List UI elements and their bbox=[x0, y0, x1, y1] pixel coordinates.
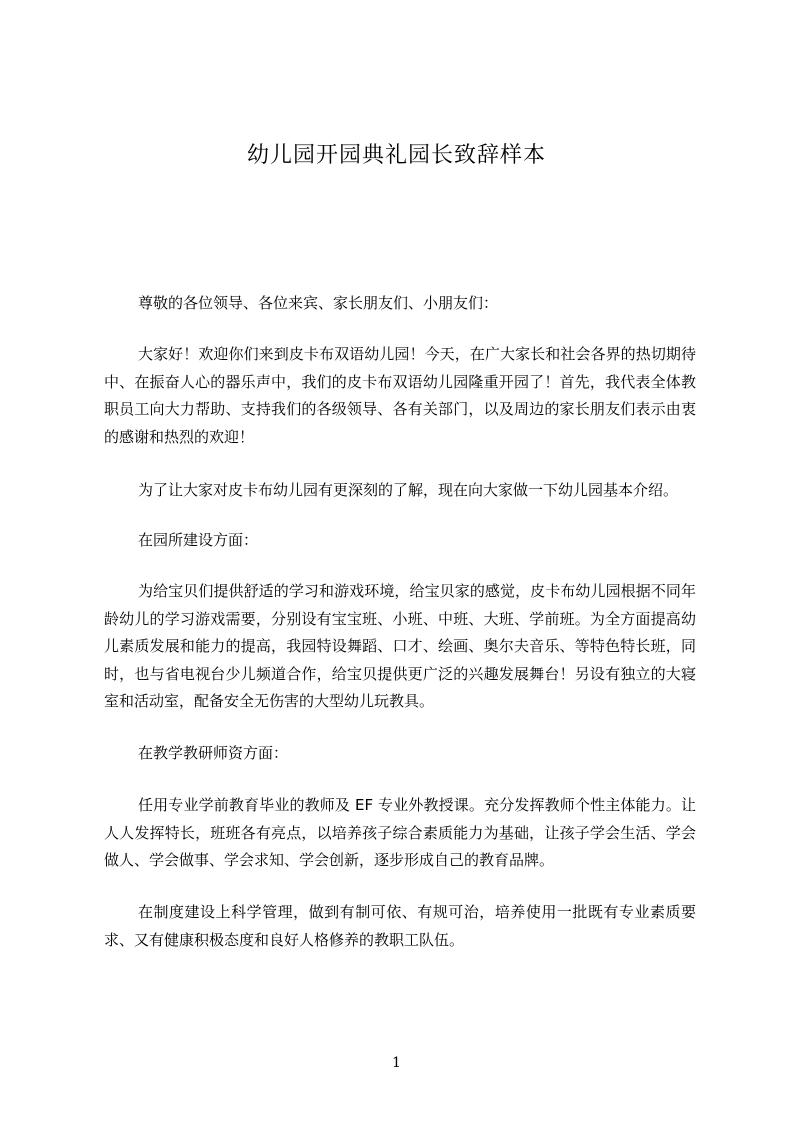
management-paragraph: 在制度建设上科学管理，做到有制可依、有规可治，培养使用一批既有专业素质要求、又有健康积极态度和良好人格修养的教职工队伍。 bbox=[104, 903, 696, 949]
introduction-paragraph: 为了让大家对皮卡布幼儿园有更深刻的了解，现在向大家做一下幼儿园基本介绍。 bbox=[138, 481, 679, 499]
welcome-paragraph: 大家好！欢迎你们来到皮卡布双语幼儿园！今天，在广大家长和社会各界的热切期待中、在振奋人心的器乐声中，我们的皮卡布双语幼儿园隆重开园了！首先，我代表全体教职员工向大力帮助、支持我们的各级领导、各有关部门，以及周边的家长朋友们表示由衷的感谢和热烈的欢迎！ bbox=[104, 345, 696, 446]
document-title: 幼儿园开园典礼园长致辞样本 bbox=[246, 143, 546, 168]
page-number: 1 bbox=[392, 1055, 401, 1071]
teaching-heading: 在教学教研师资方面： bbox=[138, 744, 289, 762]
facilities-heading: 在园所建设方面： bbox=[138, 531, 259, 549]
teaching-paragraph: 任用专业学前教育毕业的教师及 EF 专业外教授课。充分发挥教师个性主体能力。让人人发挥特长，班班各有亮点，以培养孩子综合素质能力为基础，让孩子学会生活、学会做人、学会做事、学会求知、学会创新，逐步形成自己的教育品牌。 bbox=[104, 796, 696, 869]
salutation-paragraph: 尊敬的各位领导、各位来宾、家长朋友们、小朋友们： bbox=[138, 294, 499, 312]
facilities-paragraph: 为给宝贝们提供舒适的学习和游戏环境，给宝贝家的感觉，皮卡布幼儿园根据不同年龄幼儿的学习游戏需要，分别设有宝宝班、小班、中班、大班、学前班。为全方面提高幼儿素质发展和能力的提高，我园特设舞蹈、口才、绘画、奥尔夫音乐、等特色特长班，同时，也与省电视台少儿频道合作，给宝贝提供更广泛的兴趣发展舞台！另设有独立的大寝室和活动室，配备安全无伤害的大型幼儿玩教具。 bbox=[104, 582, 696, 710]
